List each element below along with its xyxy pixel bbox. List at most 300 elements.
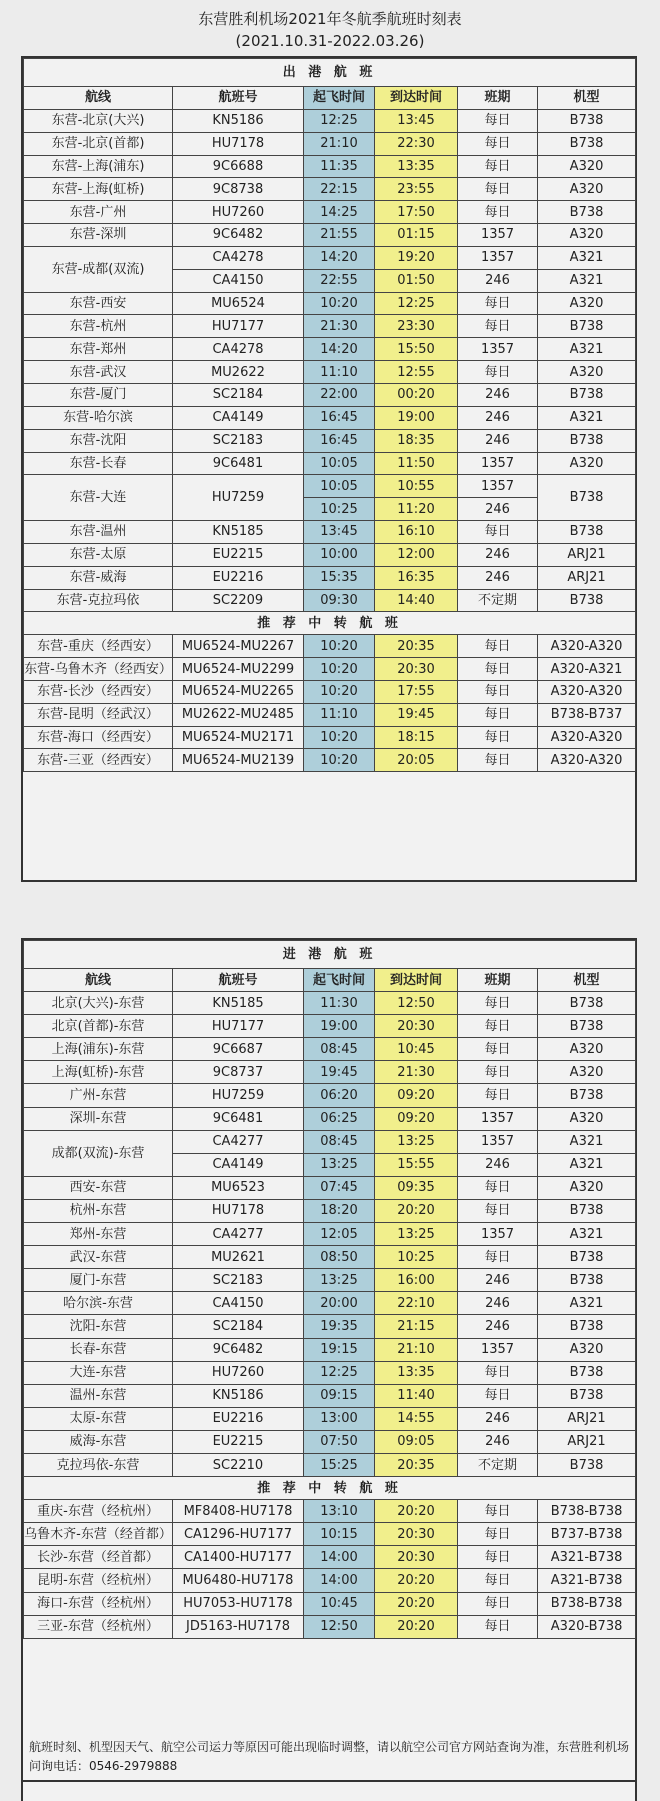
- transfer-row: [24, 635, 636, 658]
- cell-type: B738: [538, 315, 636, 338]
- cell-dep: 08:45: [304, 1130, 375, 1153]
- cell-flight: CA1400-HU7177: [173, 1546, 304, 1569]
- cell-flight: CA1296-HU7177: [173, 1523, 304, 1546]
- cell-dep: 19:45: [304, 1061, 375, 1084]
- flight-row: [24, 1176, 636, 1199]
- cell-arr: 12:50: [375, 992, 458, 1015]
- cell-arr: 20:05: [375, 749, 458, 772]
- cell-type: B738: [538, 521, 636, 544]
- cell-arr: 23:55: [375, 178, 458, 201]
- column-header: 起飞时间: [304, 969, 375, 992]
- cell-dep: 19:15: [304, 1338, 375, 1361]
- cell-days: 每日: [458, 1615, 538, 1638]
- cell-dep: 21:30: [304, 315, 375, 338]
- cell-route: 东营-北京(首都): [24, 132, 173, 155]
- cell-dep: 21:10: [304, 132, 375, 155]
- cell-type: A321: [538, 338, 636, 361]
- flight-row: [24, 1038, 636, 1061]
- cell-route: 成都(双流)-东营: [24, 1130, 173, 1176]
- cell-arr: 16:35: [375, 566, 458, 589]
- transfer-row: [24, 749, 636, 772]
- cell-route: 东营-广州: [24, 201, 173, 224]
- cell-route: 重庆-东营（经杭州）: [24, 1500, 173, 1523]
- cell-route: 东营-沈阳: [24, 429, 173, 452]
- cell-arr: 20:20: [375, 1592, 458, 1615]
- cell-dep: 10:05: [304, 452, 375, 475]
- cell-flight: 9C6482: [173, 224, 304, 247]
- cell-arr: 20:20: [375, 1500, 458, 1523]
- cell-route: 北京(大兴)-东营: [24, 992, 173, 1015]
- cell-dep: 20:00: [304, 1292, 375, 1315]
- cell-arr: 10:45: [375, 1038, 458, 1061]
- cell-type: B738: [538, 1199, 636, 1222]
- cell-days: 每日: [458, 726, 538, 749]
- flight-row: [24, 178, 636, 201]
- column-header: 航班号: [173, 969, 304, 992]
- cell-days: 1357: [458, 246, 538, 269]
- cell-route: 东营-三亚（经西安）: [24, 749, 173, 772]
- cell-days: 1357: [458, 338, 538, 361]
- cell-flight: SC2209: [173, 589, 304, 612]
- cell-route: 东营-郑州: [24, 338, 173, 361]
- cell-dep: 13:25: [304, 1153, 375, 1176]
- transfer-row: [24, 1615, 636, 1638]
- flight-row: [24, 361, 636, 384]
- cell-dep: 19:00: [304, 1015, 375, 1038]
- cell-arr: 22:10: [375, 1292, 458, 1315]
- cell-arr: 12:00: [375, 543, 458, 566]
- cell-dep: 08:50: [304, 1246, 375, 1269]
- cell-flight: HU7178: [173, 132, 304, 155]
- cell-days: 每日: [458, 1361, 538, 1384]
- cell-type: B738: [538, 475, 636, 521]
- flight-row: [24, 246, 636, 269]
- cell-flight: HU7053-HU7178: [173, 1592, 304, 1615]
- cell-dep: 16:45: [304, 406, 375, 429]
- cell-days: 每日: [458, 132, 538, 155]
- cell-arr: 13:45: [375, 109, 458, 132]
- cell-flight: CA4277: [173, 1130, 304, 1153]
- cell-dep: 14:00: [304, 1546, 375, 1569]
- cell-arr: 20:35: [375, 1453, 458, 1476]
- transfer-header-row: [24, 1477, 636, 1500]
- cell-route: 上海(虹桥)-东营: [24, 1061, 173, 1084]
- cell-arr: 18:35: [375, 429, 458, 452]
- cell-days: 每日: [458, 1176, 538, 1199]
- flight-row: [24, 315, 636, 338]
- cell-dep: 15:35: [304, 566, 375, 589]
- cell-arr: 20:30: [375, 658, 458, 681]
- cell-route: 西安-东营: [24, 1176, 173, 1199]
- cell-days: 246: [458, 1430, 538, 1453]
- cell-arr: 21:30: [375, 1061, 458, 1084]
- cell-dep: 12:50: [304, 1615, 375, 1638]
- cell-dep: 13:10: [304, 1500, 375, 1523]
- cell-arr: 15:50: [375, 338, 458, 361]
- transfer-row: [24, 658, 636, 681]
- cell-days: 每日: [458, 155, 538, 178]
- flight-row: [24, 1430, 636, 1453]
- column-header: 班期: [458, 969, 538, 992]
- flight-row: [24, 155, 636, 178]
- cell-type: A321: [538, 1223, 636, 1246]
- cell-arr: 10:55: [375, 475, 458, 498]
- cell-days: 每日: [458, 992, 538, 1015]
- cell-type: B738: [538, 1384, 636, 1407]
- cell-flight: HU7259: [173, 1084, 304, 1107]
- page-title: 东营胜利机场2021年冬航季航班时刻表: [198, 10, 462, 28]
- cell-dep: 13:25: [304, 1269, 375, 1292]
- cell-arr: 20:30: [375, 1546, 458, 1569]
- cell-flight: MU6524-MU2299: [173, 658, 304, 681]
- cell-arr: 14:55: [375, 1407, 458, 1430]
- cell-days: 每日: [458, 1384, 538, 1407]
- cell-route: 东营-长春: [24, 452, 173, 475]
- cell-arr: 12:25: [375, 292, 458, 315]
- cell-arr: 15:55: [375, 1153, 458, 1176]
- cell-route: 郑州-东营: [24, 1223, 173, 1246]
- cell-type: A320: [538, 361, 636, 384]
- flight-row: [24, 1130, 636, 1153]
- cell-type: A321: [538, 1153, 636, 1176]
- cell-days: 每日: [458, 521, 538, 544]
- cell-type: B738: [538, 132, 636, 155]
- column-header: 到达时间: [375, 969, 458, 992]
- cell-days: 每日: [458, 1569, 538, 1592]
- cell-type: A320: [538, 292, 636, 315]
- cell-type: B738: [538, 1269, 636, 1292]
- cell-flight: EU2216: [173, 566, 304, 589]
- cell-dep: 13:45: [304, 521, 375, 544]
- cell-flight: SC2210: [173, 1453, 304, 1476]
- flight-row: [24, 589, 636, 612]
- cell-dep: 07:45: [304, 1176, 375, 1199]
- cell-route: 东营-海口（经西安）: [24, 726, 173, 749]
- flight-row: [24, 521, 636, 544]
- cell-dep: 10:20: [304, 635, 375, 658]
- cell-flight: 9C6482: [173, 1338, 304, 1361]
- cell-flight: 9C6481: [173, 1107, 304, 1130]
- flight-row: [24, 566, 636, 589]
- cell-flight: MU6524: [173, 292, 304, 315]
- cell-type: A321-B738: [538, 1569, 636, 1592]
- cell-route: 长春-东营: [24, 1338, 173, 1361]
- cell-arr: 14:40: [375, 589, 458, 612]
- cell-type: B738: [538, 429, 636, 452]
- cell-route: 海口-东营（经杭州）: [24, 1592, 173, 1615]
- cell-flight: HU7259: [173, 475, 304, 521]
- cell-days: 每日: [458, 680, 538, 703]
- cell-arr: 19:45: [375, 703, 458, 726]
- transfer-header-row: [24, 612, 636, 635]
- cell-dep: 12:25: [304, 109, 375, 132]
- cell-route: 太原-东营: [24, 1407, 173, 1430]
- cell-type: A320: [538, 1061, 636, 1084]
- cell-flight: EU2215: [173, 1430, 304, 1453]
- cell-dep: 18:20: [304, 1199, 375, 1222]
- flight-row: [24, 1199, 636, 1222]
- cell-dep: 12:05: [304, 1223, 375, 1246]
- cell-flight: MU6523: [173, 1176, 304, 1199]
- cell-route: 东营-乌鲁木齐（经西安）: [24, 658, 173, 681]
- column-header: 到达时间: [375, 87, 458, 110]
- flight-row: [24, 1084, 636, 1107]
- cell-route: 广州-东营: [24, 1084, 173, 1107]
- cell-flight: MU6480-HU7178: [173, 1569, 304, 1592]
- flight-row: [24, 1361, 636, 1384]
- cell-dep: 06:20: [304, 1084, 375, 1107]
- flight-row: [24, 406, 636, 429]
- cell-route: 长沙-东营（经首都）: [24, 1546, 173, 1569]
- cell-flight: SC2183: [173, 1269, 304, 1292]
- cell-arr: 11:40: [375, 1384, 458, 1407]
- column-header: 起飞时间: [304, 87, 375, 110]
- cell-days: 每日: [458, 201, 538, 224]
- cell-flight: MU2621: [173, 1246, 304, 1269]
- cell-route: 东营-大连: [24, 475, 173, 521]
- cell-days: 不定期: [458, 1453, 538, 1476]
- cell-dep: 11:10: [304, 703, 375, 726]
- cell-flight: KN5185: [173, 992, 304, 1015]
- cell-dep: 22:55: [304, 269, 375, 292]
- cell-arr: 21:10: [375, 1338, 458, 1361]
- cell-dep: 14:25: [304, 201, 375, 224]
- cell-type: B738: [538, 1015, 636, 1038]
- cell-days: 每日: [458, 703, 538, 726]
- cell-days: 1357: [458, 1107, 538, 1130]
- cell-arr: 01:15: [375, 224, 458, 247]
- cell-dep: 10:20: [304, 749, 375, 772]
- cell-dep: 10:25: [304, 498, 375, 521]
- cell-flight: 9C6687: [173, 1038, 304, 1061]
- cell-days: 246: [458, 429, 538, 452]
- cell-route: 北京(首都)-东营: [24, 1015, 173, 1038]
- cell-arr: 09:35: [375, 1176, 458, 1199]
- cell-dep: 22:00: [304, 383, 375, 406]
- cell-arr: 20:35: [375, 635, 458, 658]
- cell-type: A320-B738: [538, 1615, 636, 1638]
- cell-type: A321-B738: [538, 1546, 636, 1569]
- cell-flight: CA4149: [173, 1153, 304, 1176]
- transfer-row: [24, 1546, 636, 1569]
- cell-route: 东营-成都(双流): [24, 246, 173, 292]
- cell-route: 沈阳-东营: [24, 1315, 173, 1338]
- cell-route: 大连-东营: [24, 1361, 173, 1384]
- cell-flight: CA4150: [173, 269, 304, 292]
- cell-route: 东营-哈尔滨: [24, 406, 173, 429]
- cell-days: 每日: [458, 1523, 538, 1546]
- flight-row: [24, 109, 636, 132]
- flight-row: [24, 543, 636, 566]
- cell-days: 1357: [458, 475, 538, 498]
- cell-flight: MU2622: [173, 361, 304, 384]
- cell-type: A320: [538, 178, 636, 201]
- cell-type: A320: [538, 1176, 636, 1199]
- cell-flight: 9C6481: [173, 452, 304, 475]
- cell-route: 东营-深圳: [24, 224, 173, 247]
- cell-dep: 10:45: [304, 1592, 375, 1615]
- flight-row: [24, 1315, 636, 1338]
- cell-type: A320-A320: [538, 749, 636, 772]
- cell-arr: 16:10: [375, 521, 458, 544]
- cell-type: A320: [538, 452, 636, 475]
- cell-dep: 16:45: [304, 429, 375, 452]
- cell-arr: 12:55: [375, 361, 458, 384]
- cell-route: 武汉-东营: [24, 1246, 173, 1269]
- cell-arr: 19:00: [375, 406, 458, 429]
- cell-flight: EU2216: [173, 1407, 304, 1430]
- cell-arr: 09:05: [375, 1430, 458, 1453]
- cell-type: ARJ21: [538, 566, 636, 589]
- cell-dep: 09:15: [304, 1384, 375, 1407]
- flight-row: [24, 1453, 636, 1476]
- cell-type: ARJ21: [538, 1407, 636, 1430]
- cell-arr: 20:20: [375, 1615, 458, 1638]
- flight-row: [24, 429, 636, 452]
- flight-row: [24, 1292, 636, 1315]
- cell-route: 东营-温州: [24, 521, 173, 544]
- cell-arr: 17:50: [375, 201, 458, 224]
- flight-row: [24, 383, 636, 406]
- cell-days: 246: [458, 269, 538, 292]
- cell-days: 246: [458, 498, 538, 521]
- cell-route: 东营-上海(浦东): [24, 155, 173, 178]
- cell-dep: 06:25: [304, 1107, 375, 1130]
- cell-arr: 20:30: [375, 1523, 458, 1546]
- cell-dep: 22:15: [304, 178, 375, 201]
- cell-dep: 14:20: [304, 338, 375, 361]
- cell-days: 每日: [458, 292, 538, 315]
- cell-arr: 22:30: [375, 132, 458, 155]
- cell-days: 每日: [458, 1038, 538, 1061]
- cell-days: 每日: [458, 109, 538, 132]
- transfer-row: [24, 1500, 636, 1523]
- cell-type: B738: [538, 1246, 636, 1269]
- cell-flight: MU6524-MU2265: [173, 680, 304, 703]
- cell-route: 东营-杭州: [24, 315, 173, 338]
- cell-type: B738: [538, 383, 636, 406]
- cell-type: B738: [538, 109, 636, 132]
- cell-flight: MU6524-MU2267: [173, 635, 304, 658]
- cell-flight: KN5185: [173, 521, 304, 544]
- cell-dep: 14:20: [304, 246, 375, 269]
- cell-days: 1357: [458, 1338, 538, 1361]
- cell-route: 哈尔滨-东营: [24, 1292, 173, 1315]
- cell-type: A321: [538, 1292, 636, 1315]
- flight-row: [24, 224, 636, 247]
- cell-route: 昆明-东营（经杭州）: [24, 1569, 173, 1592]
- cell-days: 每日: [458, 178, 538, 201]
- cell-dep: 07:50: [304, 1430, 375, 1453]
- cell-days: 1357: [458, 452, 538, 475]
- cell-days: 每日: [458, 749, 538, 772]
- cell-flight: HU7177: [173, 1015, 304, 1038]
- departures-panel: [21, 56, 637, 882]
- cell-days: 246: [458, 1315, 538, 1338]
- arrivals-table: [23, 940, 636, 1639]
- cell-flight: JD5163-HU7178: [173, 1615, 304, 1638]
- cell-days: 每日: [458, 1061, 538, 1084]
- cell-flight: EU2215: [173, 543, 304, 566]
- section-title: 进 港 航 班: [24, 941, 636, 969]
- cell-route: 克拉玛依-东营: [24, 1453, 173, 1476]
- cell-flight: CA4278: [173, 246, 304, 269]
- cell-dep: 10:20: [304, 658, 375, 681]
- cell-route: 东营-威海: [24, 566, 173, 589]
- cell-arr: 18:15: [375, 726, 458, 749]
- cell-dep: 10:20: [304, 292, 375, 315]
- cell-dep: 19:35: [304, 1315, 375, 1338]
- cell-flight: MF8408-HU7178: [173, 1500, 304, 1523]
- cell-arr: 01:50: [375, 269, 458, 292]
- cell-type: A320-A321: [538, 658, 636, 681]
- cell-arr: 23:30: [375, 315, 458, 338]
- cell-dep: 10:20: [304, 726, 375, 749]
- cell-route: 东营-昆明（经武汉）: [24, 703, 173, 726]
- arrivals-panel: [21, 938, 637, 1801]
- transfer-row: [24, 703, 636, 726]
- cell-dep: 12:25: [304, 1361, 375, 1384]
- flight-row: [24, 1015, 636, 1038]
- section-header-row: [24, 941, 636, 969]
- cell-flight: SC2184: [173, 383, 304, 406]
- column-header: 航班号: [173, 87, 304, 110]
- cell-route: 东营-西安: [24, 292, 173, 315]
- cell-days: 1357: [458, 1130, 538, 1153]
- cell-type: A320-A320: [538, 680, 636, 703]
- cell-type: A320-A320: [538, 635, 636, 658]
- cell-type: B738-B738: [538, 1500, 636, 1523]
- cell-route: 东营-武汉: [24, 361, 173, 384]
- cell-route: 温州-东营: [24, 1384, 173, 1407]
- cell-flight: HU7260: [173, 201, 304, 224]
- cell-flight: 9C6688: [173, 155, 304, 178]
- cell-flight: HU7177: [173, 315, 304, 338]
- cell-type: A321: [538, 269, 636, 292]
- cell-days: 每日: [458, 361, 538, 384]
- cell-type: B738: [538, 1084, 636, 1107]
- cell-type: B738-B737: [538, 703, 636, 726]
- column-header: 机型: [538, 87, 636, 110]
- cell-type: B738: [538, 589, 636, 612]
- cell-route: 东营-太原: [24, 543, 173, 566]
- cell-days: 246: [458, 1407, 538, 1430]
- flight-row: [24, 1407, 636, 1430]
- cell-type: A320: [538, 1038, 636, 1061]
- cell-dep: 08:45: [304, 1038, 375, 1061]
- cell-days: 每日: [458, 1246, 538, 1269]
- cell-days: 每日: [458, 1592, 538, 1615]
- validity-period: (2021.10.31-2022.03.26): [235, 32, 425, 50]
- cell-route: 厦门-东营: [24, 1269, 173, 1292]
- cell-arr: 17:55: [375, 680, 458, 703]
- cell-flight: 9C8738: [173, 178, 304, 201]
- cell-type: A321: [538, 1130, 636, 1153]
- flight-row: [24, 1223, 636, 1246]
- cell-days: 每日: [458, 1500, 538, 1523]
- cell-arr: 20:20: [375, 1199, 458, 1222]
- cell-days: 每日: [458, 635, 538, 658]
- cell-arr: 20:30: [375, 1015, 458, 1038]
- cell-arr: 13:35: [375, 1361, 458, 1384]
- cell-flight: SC2183: [173, 429, 304, 452]
- cell-arr: 19:20: [375, 246, 458, 269]
- cell-days: 每日: [458, 1015, 538, 1038]
- cell-route: 深圳-东营: [24, 1107, 173, 1130]
- flight-row: [24, 1061, 636, 1084]
- cell-type: A320: [538, 155, 636, 178]
- flight-row: [24, 292, 636, 315]
